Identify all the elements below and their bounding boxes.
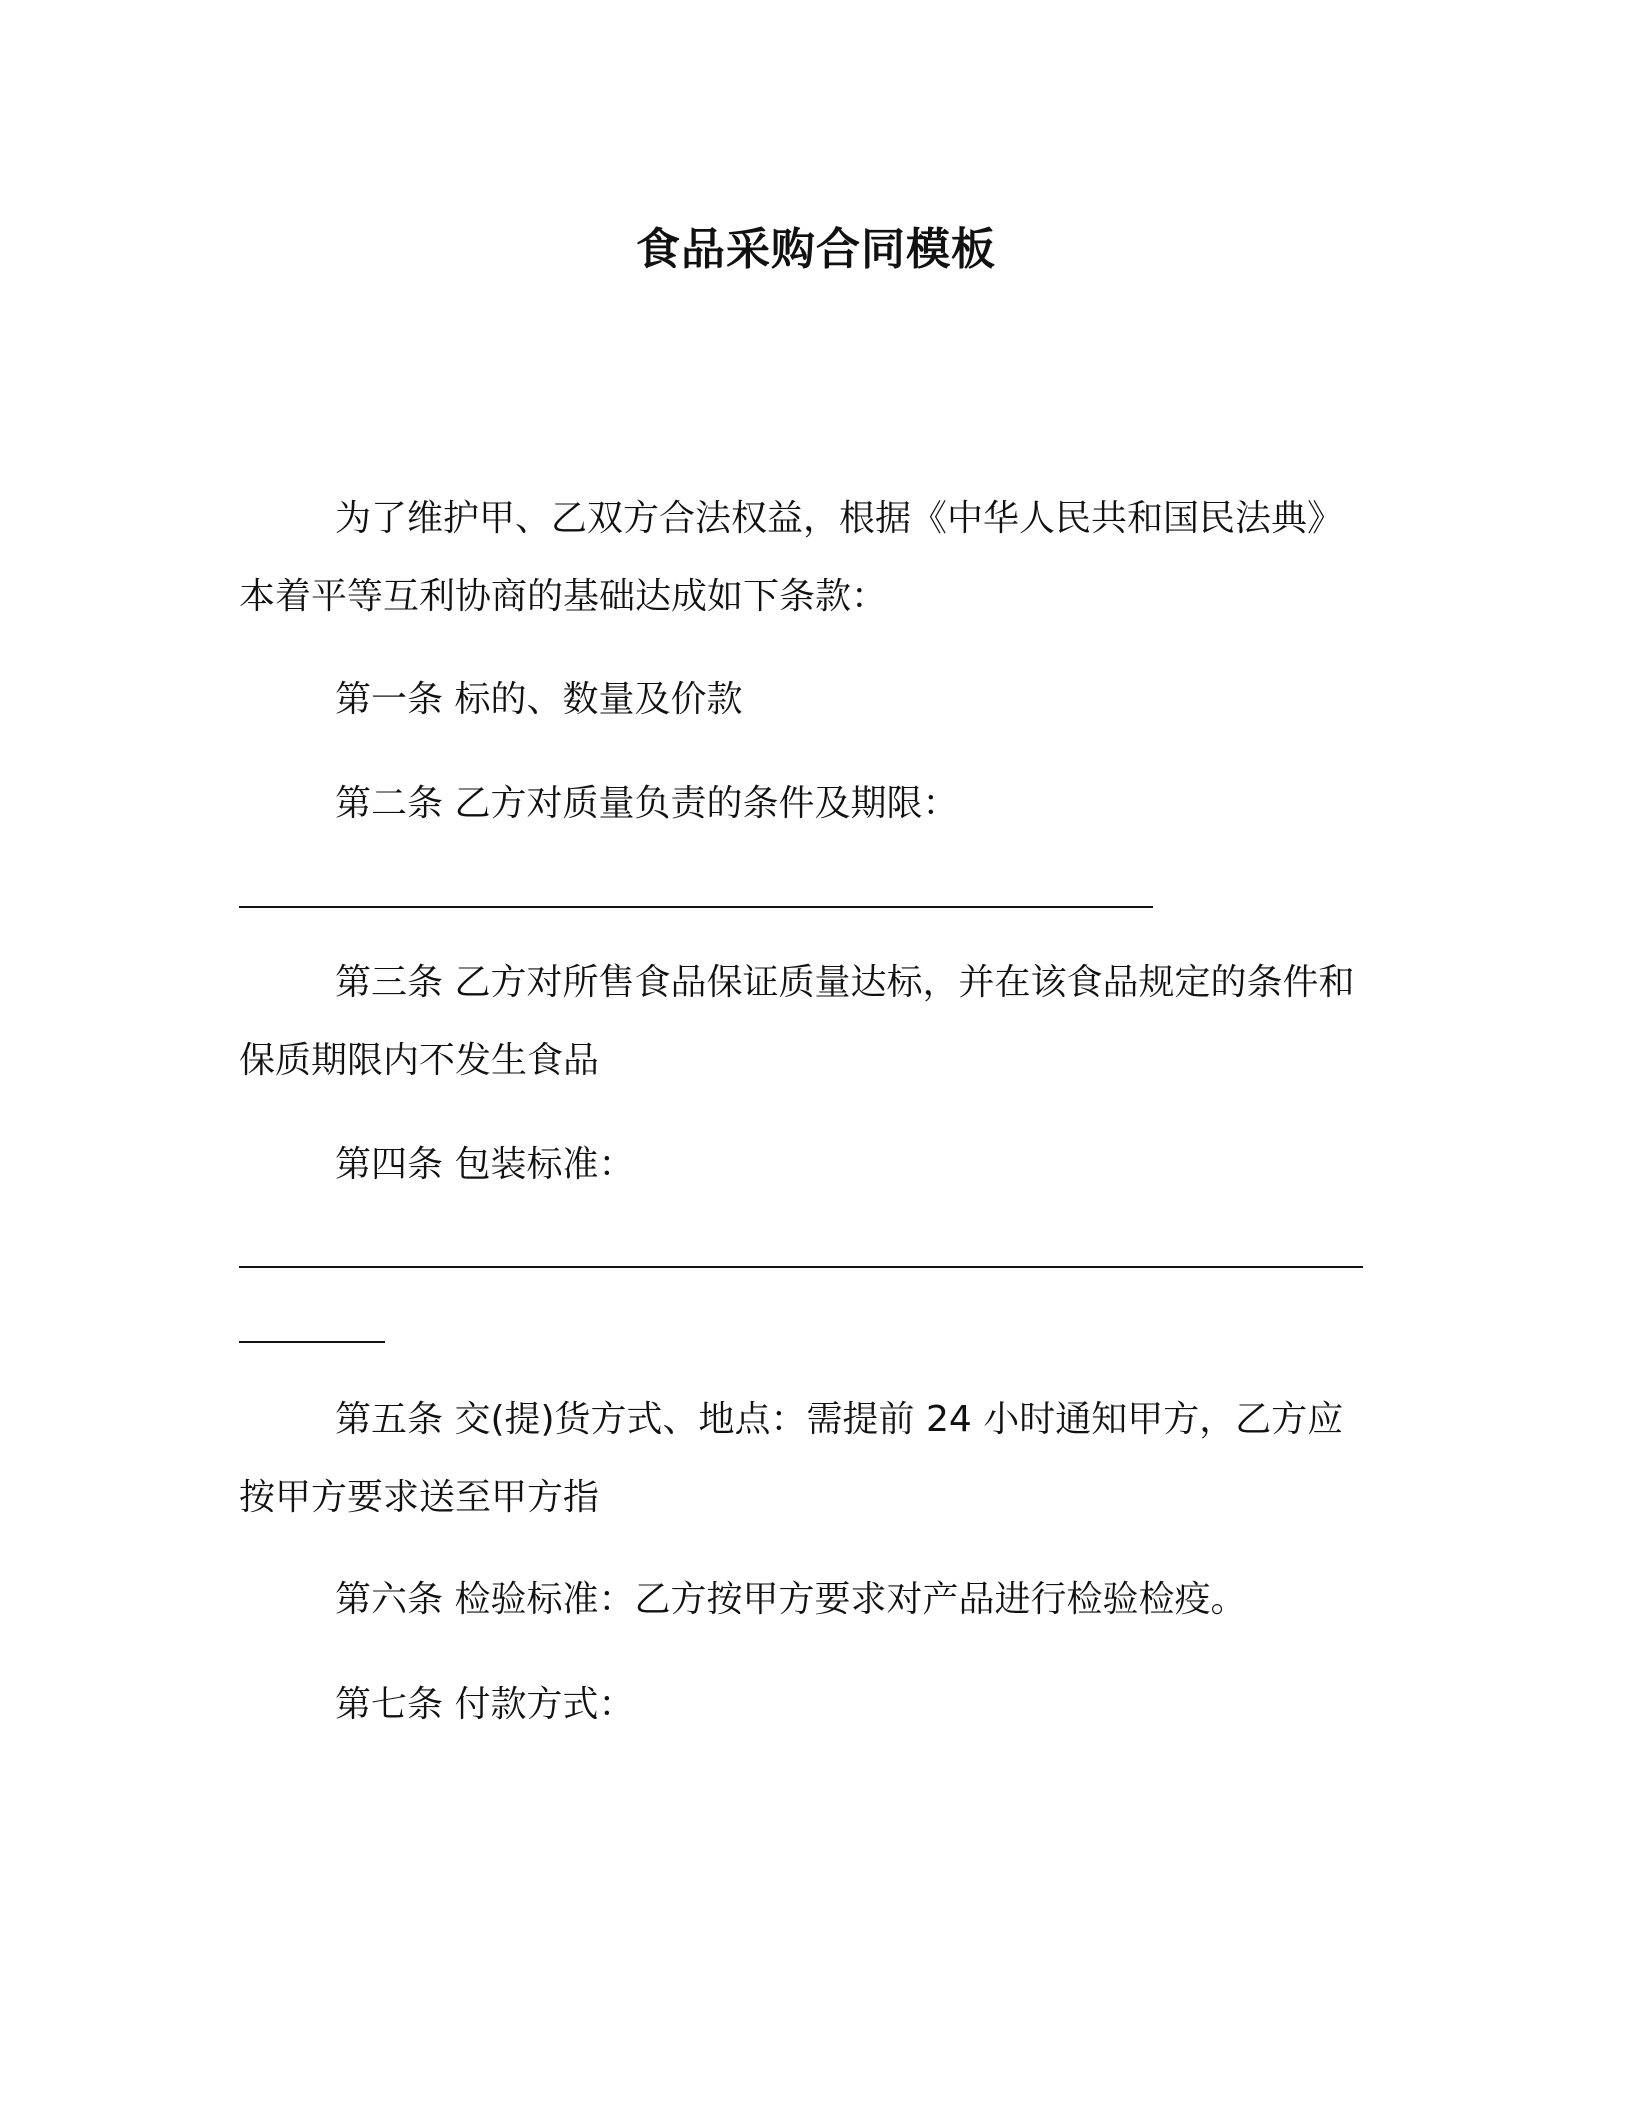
article-1: 第一条 标的、数量及价款 (335, 679, 743, 720)
article-5-line-1: 第五条 交(提)货方式、地点：需提前 24 小时通知甲方，乙方应 (335, 1399, 1344, 1440)
article-5-line-2: 按甲方要求送至甲方指 (239, 1477, 600, 1518)
intro-line-2: 本着平等互利协商的基础达成如下条款： (239, 576, 888, 617)
document-title: 食品采购合同模板 (636, 224, 996, 275)
article-3-line-2: 保质期限内不发生食品 (239, 1040, 600, 1081)
article-3-line-1: 第三条 乙方对所售食品保证质量达标，并在该食品规定的条件和 (335, 962, 1355, 1003)
article-7: 第七条 付款方式： (335, 1684, 635, 1725)
article-4: 第四条 包装标准： (335, 1144, 635, 1185)
intro-line-1: 为了维护甲、乙双方合法权益，根据《中华人民共和国民法典》 (335, 498, 1344, 539)
blank-line-article-4-b (239, 1341, 385, 1343)
article-2: 第二条 乙方对质量负责的条件及期限： (335, 783, 959, 824)
article-6: 第六条 检验标准：乙方按甲方要求对产品进行检验检疫。 (335, 1579, 1247, 1620)
blank-line-article-4-a (239, 1266, 1363, 1268)
blank-line-article-2 (239, 906, 1153, 908)
